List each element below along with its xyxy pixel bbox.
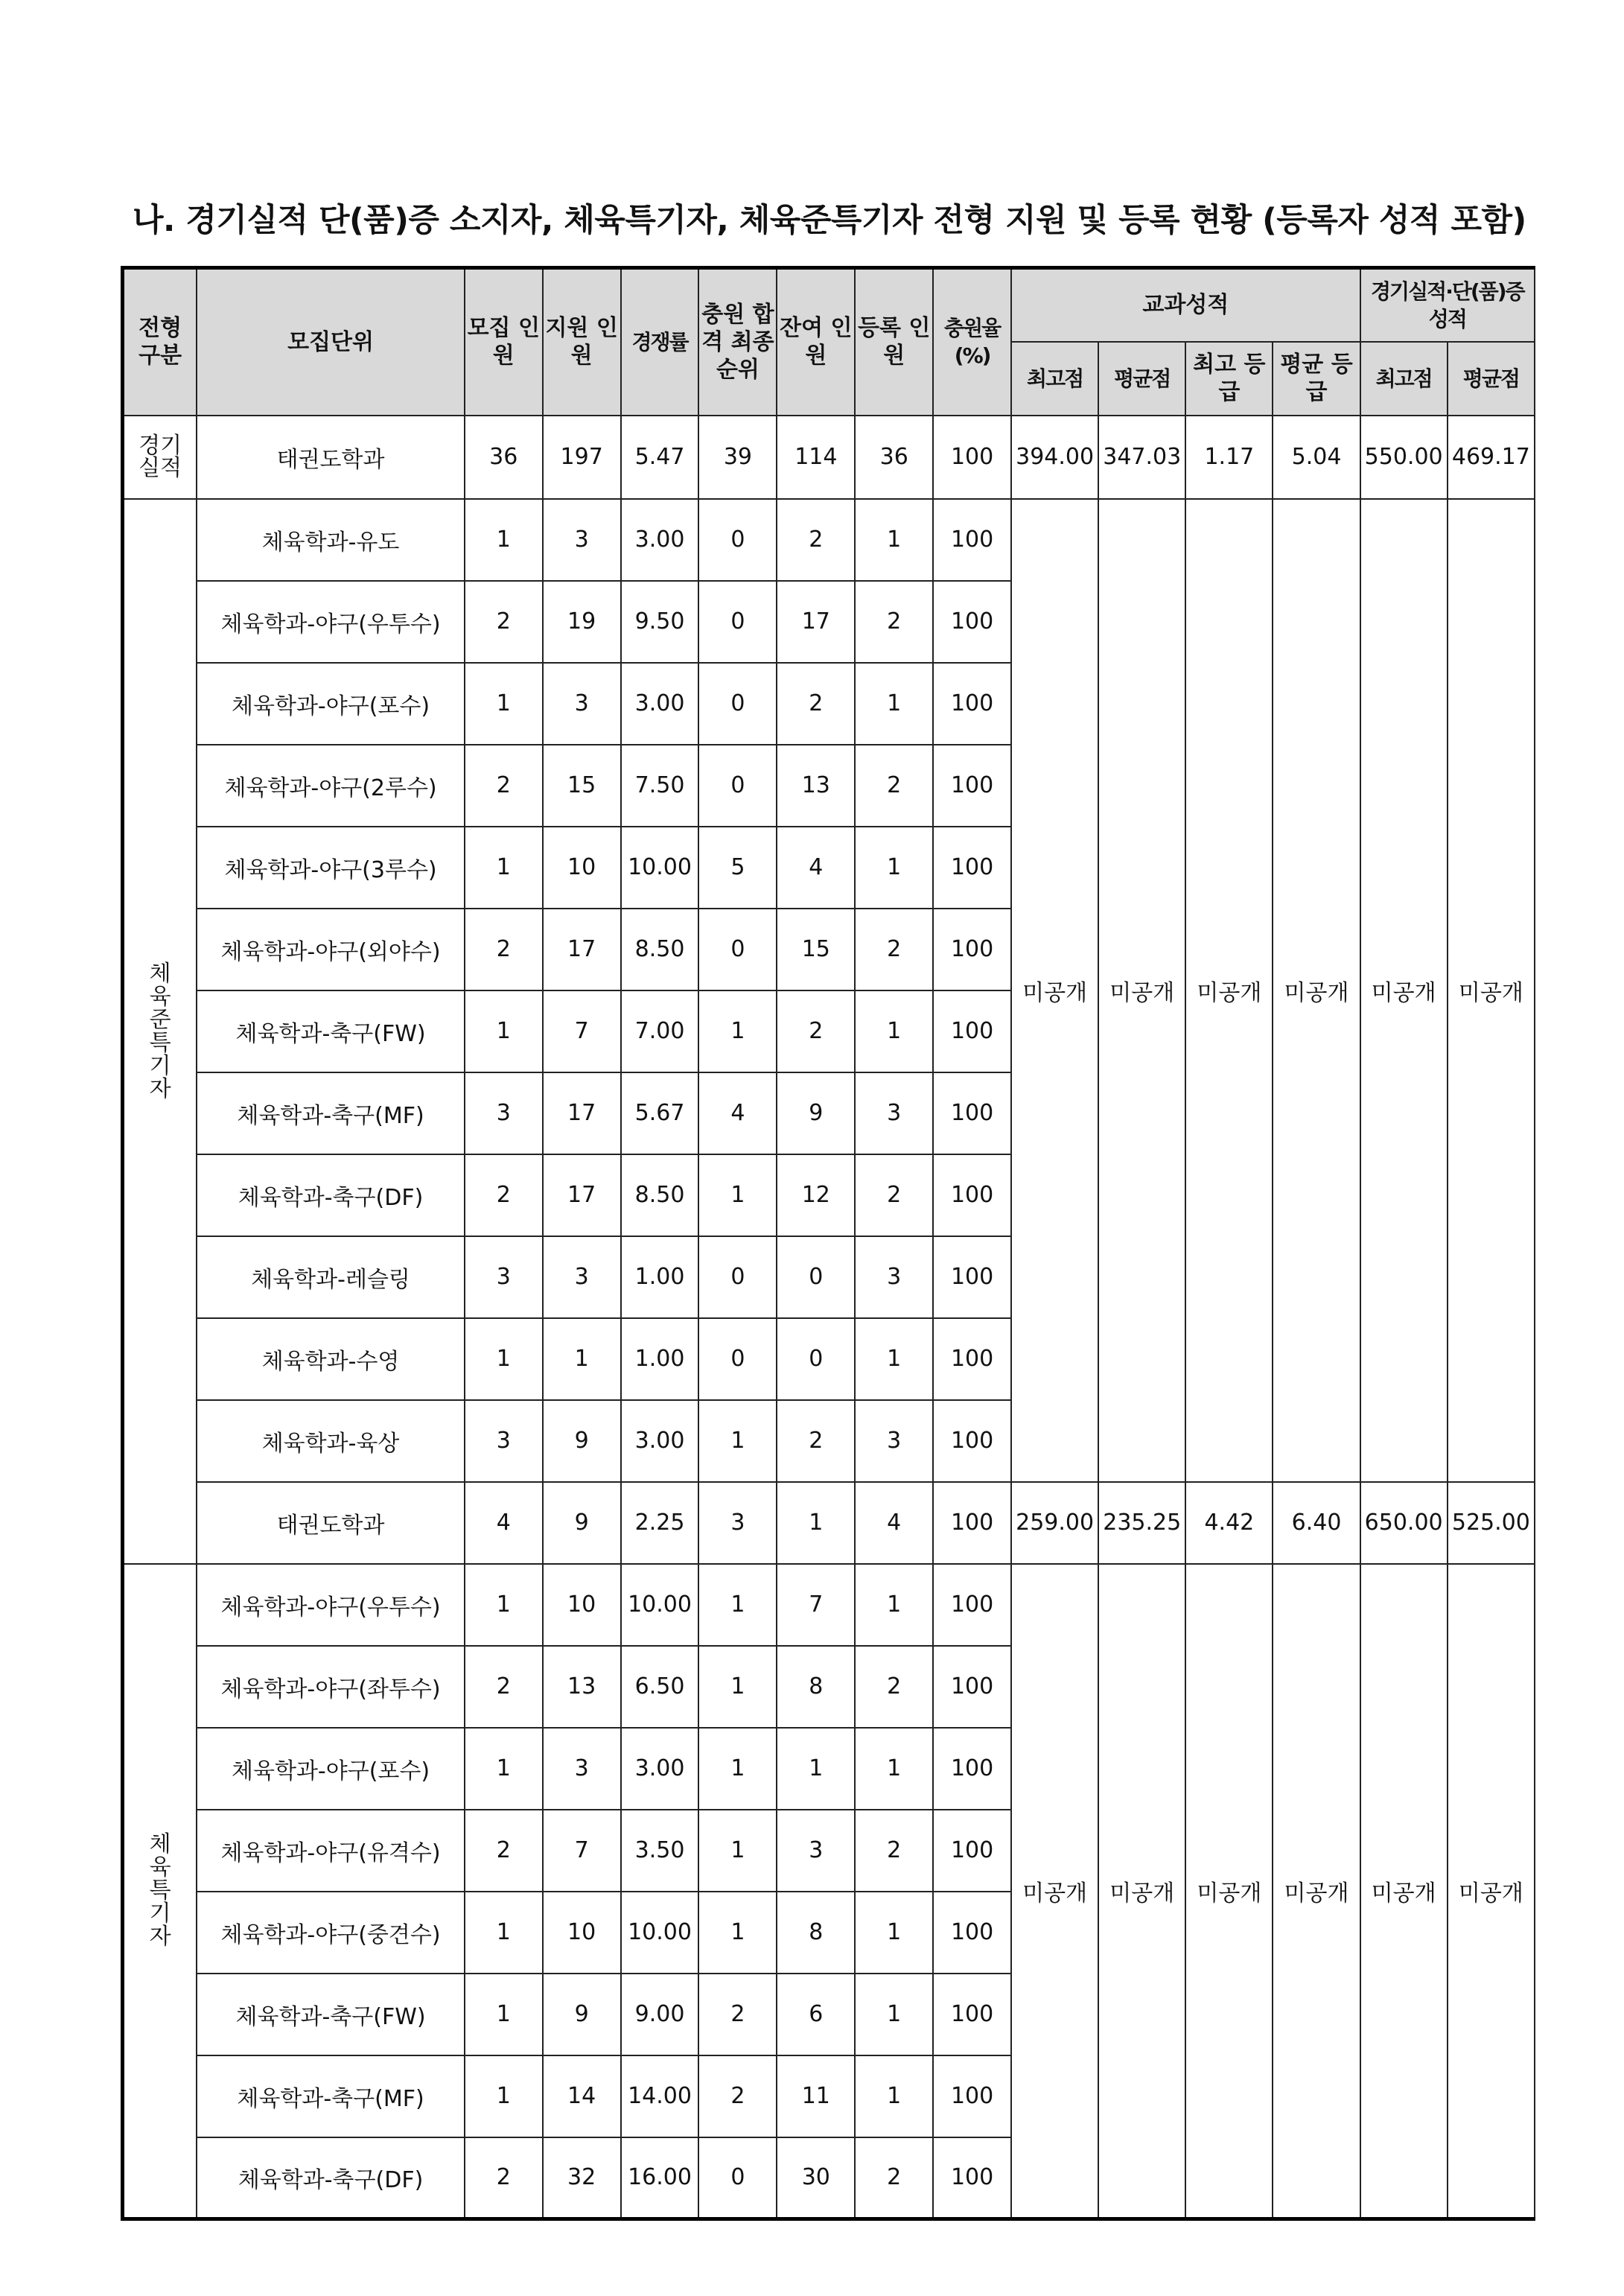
rank-cell: 1 [698,990,777,1072]
rate-cell: 100 [933,1810,1011,1892]
registered-cell: 3 [855,1400,933,1482]
applicants-cell: 13 [543,1646,621,1728]
applicants-cell: 7 [543,990,621,1072]
rate-cell: 100 [933,1236,1011,1318]
top-grade-cell: 4.42 [1185,1482,1273,1564]
remaining-cell: 12 [777,1154,855,1236]
remaining-cell: 4 [777,827,855,909]
vertical-label: 체 육 특 기 자 [149,1831,171,1950]
quota-cell: 2 [465,1154,543,1236]
header-quota: 모집 인원 [465,268,543,416]
vertical-label: 체 육 준 특 기 자 [149,960,171,1102]
registered-cell: 2 [855,581,933,663]
registered-cell: 2 [855,909,933,990]
header-subject-group: 교과성적 [1011,268,1360,342]
avg-grade-cell: 5.04 [1273,416,1360,499]
header-fill-rate: 충원율 (%) [933,268,1011,416]
unit-cell: 체육학과-야구(포수) [197,663,465,745]
registered-cell: 2 [855,1810,933,1892]
rank-cell: 2 [698,2055,777,2137]
ratio-cell: 14.00 [621,2055,699,2137]
rate-cell: 100 [933,909,1011,990]
rate-cell: 100 [933,1728,1011,1810]
quota-cell: 1 [465,827,543,909]
rate-cell: 100 [933,1318,1011,1400]
header-final-rank: 충원 합격 최종 순위 [698,268,777,416]
quota-cell: 1 [465,2055,543,2137]
applicants-cell: 32 [543,2137,621,2219]
ratio-cell: 10.00 [621,1564,699,1646]
unit-cell: 체육학과-야구(중견수) [197,1892,465,1974]
perf-max-cell: 650.00 [1360,1482,1448,1564]
quota-cell: 1 [465,1318,543,1400]
rank-cell: 0 [698,581,777,663]
group-semi-athlete [123,499,1535,1564]
rank-cell: 3 [698,1482,777,1564]
quota-cell: 2 [465,1646,543,1728]
header-subject-top-grade: 최고 등급 [1185,342,1273,416]
unit-cell: 체육학과-수영 [197,1318,465,1400]
quota-cell: 36 [465,416,543,499]
unit-cell: 체육학과-축구(DF) [197,2137,465,2219]
rate-cell: 100 [933,499,1011,581]
admission-table [121,266,1535,2221]
subject-avg-cell: 미공개 [1098,1564,1185,2219]
perf-max-cell: 미공개 [1360,499,1448,1482]
rank-cell: 0 [698,2137,777,2219]
rank-cell: 0 [698,663,777,745]
remaining-cell: 114 [777,416,855,499]
registered-cell: 1 [855,663,933,745]
applicants-cell: 10 [543,1892,621,1974]
header-perf-max: 최고점 [1360,342,1448,416]
applicants-cell: 17 [543,1154,621,1236]
rate-cell: 100 [933,416,1011,499]
registered-cell: 4 [855,1482,933,1564]
unit-cell: 체육학과-야구(우투수) [197,581,465,663]
ratio-cell: 1.00 [621,1318,699,1400]
rate-cell: 100 [933,581,1011,663]
avg-grade-cell: 미공개 [1273,1564,1360,2219]
ratio-cell: 8.50 [621,909,699,990]
ratio-cell: 9.50 [621,581,699,663]
rate-cell: 100 [933,990,1011,1072]
rate-cell: 100 [933,1646,1011,1728]
quota-cell: 3 [465,1072,543,1154]
header-category: 전형 구분 [123,268,197,416]
header-registered: 등록 인원 [855,268,933,416]
header-remaining: 잔여 인원 [777,268,855,416]
rate-cell: 100 [933,1892,1011,1974]
unit-cell: 체육학과-야구(포수) [197,1728,465,1810]
quota-cell: 2 [465,745,543,827]
ratio-cell: 2.25 [621,1482,699,1564]
unit-cell: 체육학과-야구(외야수) [197,909,465,990]
header-unit: 모집단위 [197,268,465,416]
registered-cell: 1 [855,1564,933,1646]
ratio-cell: 10.00 [621,1892,699,1974]
quota-cell: 1 [465,990,543,1072]
remaining-cell: 17 [777,581,855,663]
top-grade-cell: 미공개 [1185,1564,1273,2219]
header-perf-avg: 평균점 [1448,342,1535,416]
table-row [123,499,1535,581]
remaining-cell: 2 [777,990,855,1072]
unit-cell: 체육학과-축구(FW) [197,990,465,1072]
remaining-cell: 15 [777,909,855,990]
top-grade-cell: 1.17 [1185,416,1273,499]
quota-cell: 3 [465,1400,543,1482]
registered-cell: 3 [855,1236,933,1318]
rank-cell: 1 [698,1728,777,1810]
rate-cell: 100 [933,1564,1011,1646]
avg-grade-cell: 6.40 [1273,1482,1360,1564]
rate-cell: 100 [933,2137,1011,2219]
rate-cell: 100 [933,2055,1011,2137]
remaining-cell: 3 [777,1810,855,1892]
header-subject-avg-grade: 평균 등급 [1273,342,1360,416]
applicants-cell: 1 [543,1318,621,1400]
rate-cell: 100 [933,827,1011,909]
registered-cell: 1 [855,499,933,581]
rate-cell: 100 [933,1482,1011,1564]
top-grade-cell: 미공개 [1185,499,1273,1482]
page-title: 나. 경기실적 단(품)증 소지자, 체육특기자, 체육준특기자 전형 지원 및 등록 현황 (등록자 성적 포함) [133,202,1526,239]
remaining-cell: 0 [777,1318,855,1400]
remaining-cell: 1 [777,1728,855,1810]
ratio-cell: 7.00 [621,990,699,1072]
remaining-cell: 6 [777,1974,855,2055]
applicants-cell: 3 [543,1236,621,1318]
unit-cell: 체육학과-축구(MF) [197,2055,465,2137]
applicants-cell: 10 [543,827,621,909]
applicants-cell: 19 [543,581,621,663]
unit-cell: 체육학과-축구(FW) [197,1974,465,2055]
header-applicants: 지원 인원 [543,268,621,416]
rank-cell: 39 [698,416,777,499]
perf-avg-cell: 469.17 [1448,416,1535,499]
table-row [123,1564,1535,1646]
rank-cell: 1 [698,1810,777,1892]
ratio-cell: 3.00 [621,499,699,581]
quota-cell: 1 [465,1564,543,1646]
subject-avg-cell: 235.25 [1098,1482,1185,1564]
quota-cell: 3 [465,1236,543,1318]
ratio-cell: 5.67 [621,1072,699,1154]
applicants-cell: 17 [543,1072,621,1154]
rate-cell: 100 [933,1400,1011,1482]
perf-max-cell: 미공개 [1360,1564,1448,2219]
quota-cell: 1 [465,663,543,745]
applicants-cell: 3 [543,499,621,581]
quota-cell: 1 [465,499,543,581]
registered-cell: 1 [855,1728,933,1810]
ratio-cell: 9.00 [621,1974,699,2055]
header-subject-max: 최고점 [1011,342,1098,416]
unit-cell: 체육학과-축구(DF) [197,1154,465,1236]
ratio-cell: 3.50 [621,1810,699,1892]
applicants-cell: 197 [543,416,621,499]
applicants-cell: 9 [543,1974,621,2055]
remaining-cell: 7 [777,1564,855,1646]
subject-max-cell: 259.00 [1011,1482,1098,1564]
unit-cell: 체육학과-육상 [197,1400,465,1482]
registered-cell: 2 [855,1646,933,1728]
category-cell [123,499,197,1564]
table-row [123,416,1535,499]
rank-cell: 2 [698,1974,777,2055]
applicants-cell: 10 [543,1564,621,1646]
quota-cell: 4 [465,1482,543,1564]
subject-max-cell: 394.00 [1011,416,1098,499]
remaining-cell: 1 [777,1482,855,1564]
remaining-cell: 2 [777,499,855,581]
applicants-cell: 17 [543,909,621,990]
ratio-cell: 3.00 [621,663,699,745]
rate-cell: 100 [933,1974,1011,2055]
rate-cell: 100 [933,1154,1011,1236]
rank-cell: 1 [698,1400,777,1482]
rank-cell: 0 [698,1236,777,1318]
unit-cell: 체육학과-야구(3루수) [197,827,465,909]
ratio-cell: 3.00 [621,1728,699,1810]
unit-cell: 태권도학과 [197,416,465,499]
registered-cell: 1 [855,1892,933,1974]
rank-cell: 0 [698,909,777,990]
ratio-cell: 1.00 [621,1236,699,1318]
remaining-cell: 11 [777,2055,855,2137]
rank-cell: 1 [698,1646,777,1728]
rate-cell: 100 [933,663,1011,745]
rank-cell: 1 [698,1892,777,1974]
perf-max-cell: 550.00 [1360,416,1448,499]
quota-cell: 2 [465,581,543,663]
rank-cell: 0 [698,1318,777,1400]
header-ratio: 경쟁률 [621,268,699,416]
quota-cell: 2 [465,2137,543,2219]
quota-cell: 1 [465,1892,543,1974]
remaining-cell: 8 [777,1892,855,1974]
applicants-cell: 3 [543,1728,621,1810]
subject-avg-cell: 347.03 [1098,416,1185,499]
avg-grade-cell: 미공개 [1273,499,1360,1482]
unit-cell: 체육학과-야구(2루수) [197,745,465,827]
remaining-cell: 2 [777,1400,855,1482]
rank-cell: 0 [698,745,777,827]
ratio-cell: 10.00 [621,827,699,909]
unit-cell: 체육학과-야구(좌투수) [197,1646,465,1728]
registered-cell: 1 [855,827,933,909]
perf-avg-cell: 미공개 [1448,1564,1535,2219]
registered-cell: 2 [855,2137,933,2219]
registered-cell: 3 [855,1072,933,1154]
applicants-cell: 7 [543,1810,621,1892]
quota-cell: 1 [465,1728,543,1810]
perf-avg-cell: 미공개 [1448,499,1535,1482]
remaining-cell: 13 [777,745,855,827]
ratio-cell: 6.50 [621,1646,699,1728]
registered-cell: 36 [855,416,933,499]
ratio-cell: 3.00 [621,1400,699,1482]
remaining-cell: 30 [777,2137,855,2219]
category-cell: 경기 실적 [123,416,197,499]
table-row [123,1482,1535,1564]
ratio-cell: 7.50 [621,745,699,827]
rate-cell: 100 [933,1072,1011,1154]
registered-cell: 1 [855,1318,933,1400]
subject-max-cell: 미공개 [1011,1564,1098,2219]
applicants-cell: 9 [543,1400,621,1482]
ratio-cell: 8.50 [621,1154,699,1236]
quota-cell: 1 [465,1974,543,2055]
header-subject-avg: 평균점 [1098,342,1185,416]
unit-cell: 체육학과-레슬링 [197,1236,465,1318]
applicants-cell: 14 [543,2055,621,2137]
registered-cell: 1 [855,2055,933,2137]
ratio-cell: 16.00 [621,2137,699,2219]
unit-cell: 태권도학과 [197,1482,465,1564]
rank-cell: 0 [698,499,777,581]
remaining-cell: 8 [777,1646,855,1728]
registered-cell: 2 [855,745,933,827]
ratio-cell: 5.47 [621,416,699,499]
remaining-cell: 0 [777,1236,855,1318]
unit-cell: 체육학과-유도 [197,499,465,581]
header-perf-group: 경기실적·단(품)증 성적 [1360,268,1535,342]
group-athlete [123,1564,1535,2219]
unit-cell: 체육학과-야구(우투수) [197,1564,465,1646]
quota-cell: 2 [465,909,543,990]
subject-max-cell: 미공개 [1011,499,1098,1482]
registered-cell: 1 [855,990,933,1072]
rank-cell: 4 [698,1072,777,1154]
unit-cell: 체육학과-야구(유격수) [197,1810,465,1892]
applicants-cell: 15 [543,745,621,827]
unit-cell: 체육학과-축구(MF) [197,1072,465,1154]
registered-cell: 1 [855,1974,933,2055]
remaining-cell: 2 [777,663,855,745]
perf-avg-cell: 525.00 [1448,1482,1535,1564]
applicants-cell: 9 [543,1482,621,1564]
applicants-cell: 3 [543,663,621,745]
quota-cell: 2 [465,1810,543,1892]
rate-cell: 100 [933,745,1011,827]
registered-cell: 2 [855,1154,933,1236]
category-cell [123,1564,197,2219]
rank-cell: 1 [698,1564,777,1646]
rank-cell: 1 [698,1154,777,1236]
remaining-cell: 9 [777,1072,855,1154]
rank-cell: 5 [698,827,777,909]
subject-avg-cell: 미공개 [1098,499,1185,1482]
